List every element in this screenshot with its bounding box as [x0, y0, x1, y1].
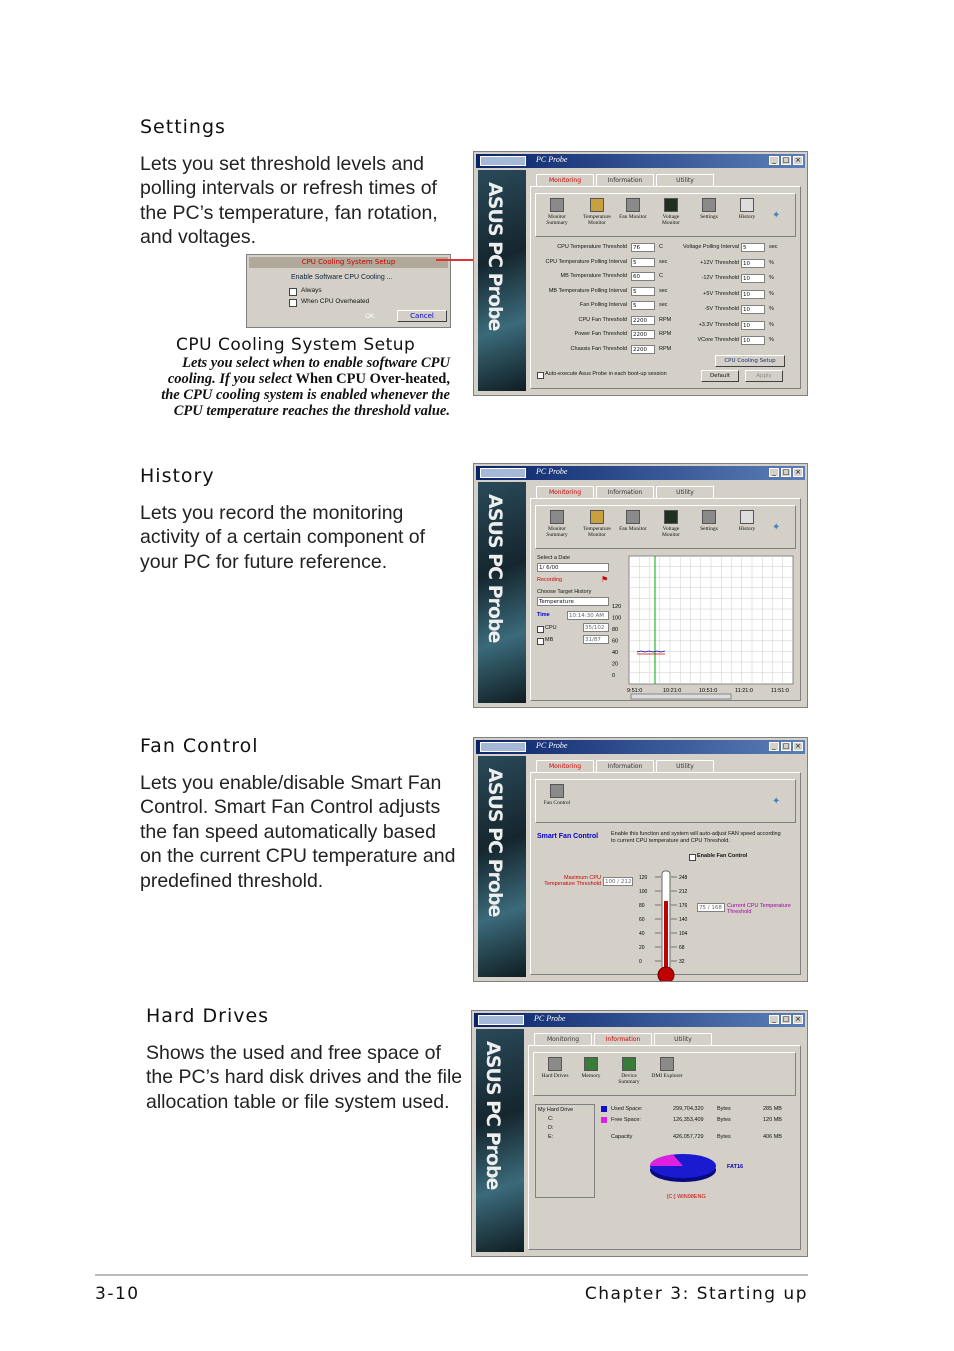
fahrenheit-tick: 68 — [679, 945, 685, 951]
maximize-icon[interactable]: □ — [782, 156, 790, 164]
threshold-label: Chassis Fan Threshold — [570, 345, 627, 352]
voltage-row — [671, 305, 791, 315]
voltage-row — [671, 321, 791, 331]
chart-x-tick: 10:51:0 — [699, 688, 718, 694]
chart-y-tick: 0 — [612, 673, 616, 679]
tab-monitoring[interactable]: Monitoring — [534, 1033, 592, 1045]
hard-drives-heading: Hard Drives — [146, 1005, 270, 1027]
voltage-field[interactable]: 10 — [741, 274, 765, 283]
tab-utility[interactable]: Utility — [656, 486, 714, 498]
voltage-label: -5V Threshold — [704, 306, 739, 312]
record-flag-icon[interactable]: ⚑ — [601, 575, 609, 584]
tab-information[interactable]: Information — [596, 174, 654, 186]
brand-sidebar: ASUS PC Probe — [476, 1029, 524, 1252]
threshold-field[interactable]: 2200 — [631, 316, 655, 325]
cpu-cooling-dialog — [246, 254, 451, 328]
threshold-row — [531, 243, 671, 253]
history-window: PC Probe _ □ × ASUS PC Probe Monitoring Information Utility Monitor Summary Temperature Monitor Fan Monitor Voltage Monitor Settings History ✦ Select a Date 1/ 6/00 Recording ⚑ Choose Target History Temperature Time 10:14:30 AM CPU 35/102 MB 31/87 120 100 80 60 40 20 0 9:51:0 10:21:0 10:51:0 11:21:0 11:51:0 — [473, 463, 808, 708]
capacity-mb: 406 MB — [763, 1134, 782, 1140]
voltage-row — [671, 336, 791, 346]
threshold-label: MB Temperature Threshold — [560, 273, 627, 279]
celsius-tick: 100 — [639, 889, 648, 895]
capacity-label: Capacity — [611, 1134, 633, 1140]
footer-rule — [95, 1274, 808, 1276]
chart-y-tick: 60 — [612, 638, 619, 645]
asus-logo-icon — [480, 156, 526, 166]
select-date-label: Select a Date — [537, 555, 571, 561]
date-select[interactable]: 1/ 6/00 — [537, 563, 609, 572]
voltage-field[interactable]: 10 — [741, 259, 765, 268]
enable-fan-checkbox[interactable] — [689, 854, 696, 861]
voltage-field[interactable]: 10 — [741, 290, 765, 299]
history-icon[interactable]: History — [730, 510, 764, 532]
maximize-icon[interactable]: □ — [782, 742, 790, 750]
voltage-label: +3.3V Threshold — [698, 321, 739, 328]
voltage-unit: % — [769, 275, 774, 281]
hard-drives-window: PC Probe _ □ × ASUS PC Probe Monitoring Information Utility Hard Drives Memory Device Summary DMI Explorer My Hard Drive C: D: E: Used Space: 299,704,320 Bytes 285 MB Free Space: 126,353,409 Bytes 120 MB Capacity 426,057,729 Bytes 406 MB FAT16 [C:] WIN98ENG — [471, 1010, 808, 1257]
tab-monitoring[interactable]: Monitoring — [536, 174, 594, 187]
dialog-title: CPU Cooling System Setup — [249, 257, 448, 268]
threshold-unit: RPM — [659, 331, 672, 337]
title-bar: PC Probe _ □ × — [476, 154, 805, 168]
fan-control-heading: Fan Control — [140, 735, 259, 757]
fahrenheit-tick: 140 — [679, 917, 688, 923]
refresh-icon[interactable]: ✦ — [772, 796, 781, 807]
monitoring-panel — [530, 174, 801, 389]
cpu-cooling-caption: Lets you select when to enable software CPU cooling. If you select When CPU Over-heated, the CPU cooling system is enabled whenever the CPU temperature reaches the threshold value. — [161, 355, 450, 419]
chart-y-tick: 40 — [612, 650, 619, 656]
celsius-tick: 60 — [639, 917, 645, 923]
settings-icon[interactable]: Settings — [692, 510, 726, 532]
voltage-unit: % — [769, 306, 774, 312]
fahrenheit-tick: 176 — [679, 903, 688, 909]
used-swatch — [601, 1106, 607, 1112]
volume-label: [C:] WIN98ENG — [667, 1194, 706, 1200]
history-heading: History — [140, 465, 215, 487]
ok-button[interactable]: OK — [365, 313, 375, 320]
free-bytes: 126,353,409 — [673, 1117, 704, 1123]
voltage-label: +5V Threshold — [703, 290, 739, 297]
threshold-row — [531, 301, 671, 311]
settings-icon[interactable]: Settings — [692, 198, 726, 220]
history-chart — [611, 554, 795, 704]
threshold-field[interactable]: 76 — [631, 243, 655, 252]
free-mb: 120 MB — [763, 1117, 782, 1123]
always-checkbox[interactable] — [289, 288, 297, 296]
fan-monitor-icon[interactable]: Fan Monitor — [616, 510, 650, 532]
voltage-field[interactable]: 5 — [741, 243, 765, 252]
free-unit: Bytes — [717, 1117, 731, 1123]
free-label: Free Space: — [611, 1117, 641, 1123]
cpu-checkbox[interactable] — [537, 626, 544, 633]
thermometer-mercury — [664, 901, 668, 971]
threshold-label: Power Fan Threshold — [574, 331, 627, 337]
threshold-row — [531, 330, 671, 340]
threshold-row — [531, 258, 671, 268]
time-field: 10:14:30 AM — [567, 611, 609, 620]
overheated-label: When CPU Overheated — [301, 298, 370, 305]
fan-control-icon[interactable]: Fan Control — [540, 784, 574, 806]
voltage-row — [671, 259, 791, 269]
mb-checkbox[interactable] — [537, 638, 544, 645]
asus-logo-icon — [480, 742, 526, 752]
threshold-row — [531, 287, 671, 297]
brand-sidebar: ASUS PC Probe — [478, 756, 526, 977]
minimize-icon[interactable]: _ — [769, 742, 779, 751]
chart-x-tick: 10:21:0 — [663, 688, 682, 694]
always-label: Always — [301, 287, 322, 294]
overheated-checkbox[interactable] — [289, 299, 297, 307]
cpu-label: CPU — [545, 625, 557, 631]
chart-scrollbar[interactable] — [631, 694, 731, 699]
close-icon[interactable]: × — [793, 468, 803, 477]
thermometer: 1201008060402002482121761401046832 °C °F — [637, 865, 697, 982]
refresh-icon[interactable]: ✦ — [772, 210, 781, 221]
threshold-label: CPU Temperature Threshold — [557, 244, 627, 250]
asus-logo-icon — [478, 1015, 524, 1025]
maximize-icon[interactable]: □ — [782, 468, 790, 476]
fan-control-window: PC Probe _ □ × ASUS PC Probe Monitoring Information Utility Fan Control ✦ Smart Fan Control Enable this function and system will auto-adjust FAN speed according to current CPU temperature and CPU Threshold. Enable Fan Control Maximum CPU Temperature Threshold 100 / 212 75 / 168 Current CPU Temperature Threshold 120 100 80 60 40 20 0 248 212 176 140 104 68 32 °C °F — [473, 737, 808, 982]
celsius-tick: 0 — [639, 959, 642, 965]
chart-y-tick: 80 — [612, 627, 619, 633]
threshold-label: MB Temperature Polling Interval — [548, 287, 627, 294]
enable-software-cooling-label: Enable Software CPU Cooling ... — [291, 274, 393, 281]
recording-label: Recording — [537, 577, 563, 583]
chart-x-tick: 11:21:0 — [735, 688, 753, 694]
tab-utility[interactable]: Utility — [656, 174, 714, 186]
voltage-field[interactable]: 10 — [741, 305, 765, 314]
refresh-icon[interactable]: ✦ — [772, 522, 781, 533]
tree-drive-e[interactable]: E: — [548, 1134, 554, 1140]
used-unit: Bytes — [717, 1106, 731, 1112]
maximize-icon[interactable]: □ — [782, 1015, 790, 1023]
threshold-unit: RPM — [659, 345, 672, 352]
tab-information[interactable]: Information — [596, 760, 654, 772]
settings-window — [473, 151, 808, 396]
chart-y-tick: 20 — [612, 661, 619, 668]
minimize-icon[interactable]: _ — [769, 1015, 779, 1024]
tab-utility[interactable]: Utility — [656, 760, 714, 772]
autoexec-checkbox[interactable] — [537, 372, 544, 379]
monitor-icon-row — [535, 193, 796, 237]
threshold-label: Fan Polling Interval — [579, 302, 627, 308]
minimize-icon[interactable]: _ — [769, 156, 779, 165]
hard-drives-icon[interactable]: Hard Drives — [538, 1057, 572, 1079]
tab-monitoring[interactable]: Monitoring — [536, 486, 594, 499]
smart-fan-description: Enable this function and system will auto-adjust FAN speed according to current CPU temperature and CPU Threshold. — [611, 831, 781, 844]
chart-y-tick: 100 — [612, 615, 622, 622]
tab-information[interactable]: Information — [594, 1033, 652, 1046]
current-threshold-label: Current CPU Temperature Threshold — [727, 903, 791, 915]
threshold-row — [531, 272, 671, 282]
mb-value: 31/87 — [583, 635, 609, 644]
threshold-unit: RPM — [659, 316, 672, 323]
autoexec-label: Auto-execute Asus Probe in each boot-up session — [545, 371, 667, 377]
celsius-tick: 40 — [639, 931, 645, 937]
celsius-tick: 80 — [639, 903, 645, 909]
tree-drive-c[interactable]: C: — [548, 1116, 554, 1122]
capacity-bytes: 426,057,729 — [673, 1134, 704, 1140]
voltage-unit: % — [769, 321, 774, 328]
default-button[interactable]: Default — [701, 370, 739, 382]
chart-y-tick: 120 — [612, 604, 622, 610]
threshold-unit: sec — [659, 258, 668, 265]
tab-monitoring[interactable]: Monitoring — [536, 760, 594, 773]
fahrenheit-tick: 104 — [679, 931, 688, 937]
voltage-monitor-icon[interactable]: Voltage Monitor — [654, 510, 688, 538]
used-label: Used Space: — [611, 1106, 643, 1112]
smart-fan-label: Smart Fan Control — [537, 833, 599, 840]
temperature-monitor-icon[interactable]: Temperature Monitor — [580, 198, 614, 226]
voltage-label: +12V Threshold — [700, 259, 739, 266]
threshold-label: CPU Fan Threshold — [578, 316, 627, 323]
chapter-title: Chapter 3: Starting up — [584, 1284, 808, 1304]
voltage-field[interactable]: 10 — [741, 321, 765, 330]
monitor-summary-icon[interactable]: Monitor Summary — [540, 510, 574, 538]
voltage-unit: % — [769, 290, 774, 297]
threshold-field[interactable]: 2200 — [631, 330, 655, 339]
settings-heading: Settings — [140, 116, 226, 138]
threshold-field[interactable]: 2200 — [631, 345, 655, 354]
hard-drives-description: Shows the used and free space of the PC’s hard disk drives and the file allocation table or file system used. — [146, 1042, 463, 1113]
brand-sidebar: ASUS PC Probe — [478, 482, 526, 703]
voltage-label: Voltage Polling Interval — [683, 244, 739, 250]
enable-fan-label: Enable Fan Control — [697, 853, 748, 859]
max-threshold-label: Maximum CPU Temperature Threshold — [544, 875, 601, 887]
celsius-tick: 120 — [639, 875, 648, 881]
free-swatch — [601, 1117, 607, 1123]
fan-control-description: Lets you enable/disable Smart Fan Control. Smart Fan Control adjusts the fan speed automatically based on the current CPU temperature and predefined threshold. — [140, 772, 456, 892]
target-history-label: Choose Target History — [537, 589, 592, 595]
minimize-icon[interactable]: _ — [769, 468, 779, 477]
voltage-unit: % — [769, 259, 774, 266]
voltage-row — [671, 274, 791, 284]
cpu-value: 35/102 — [583, 623, 609, 632]
mb-label: MB — [545, 637, 554, 643]
threshold-unit: sec — [659, 287, 668, 294]
threshold-field[interactable]: 5 — [631, 258, 655, 267]
time-label: Time — [537, 612, 550, 618]
tab-information[interactable]: Information — [596, 486, 654, 498]
monitor-summary-icon[interactable]: Monitor Summary — [540, 198, 574, 226]
target-select[interactable]: Temperature — [537, 597, 609, 606]
voltage-label: -12V Threshold — [701, 275, 739, 281]
threshold-field[interactable]: 5 — [631, 287, 655, 296]
tree-root[interactable]: My Hard Drive — [538, 1107, 574, 1113]
cpu-cooling-setup-button[interactable]: CPU Cooling Setup — [715, 355, 785, 367]
voltage-label: VCore Threshold — [697, 337, 739, 343]
threshold-unit: C — [659, 244, 663, 250]
close-icon[interactable]: × — [793, 156, 803, 165]
cancel-button[interactable]: Cancel — [397, 310, 447, 322]
temperature-monitor-icon[interactable]: Temperature Monitor — [580, 510, 614, 538]
voltage-unit: sec — [769, 244, 778, 250]
threshold-unit: C — [659, 273, 663, 279]
voltage-row — [671, 243, 791, 253]
memory-icon[interactable]: Memory — [574, 1057, 608, 1079]
voltage-monitor-icon[interactable]: Voltage Monitor — [654, 198, 688, 226]
fahrenheit-tick: 212 — [679, 889, 688, 895]
apply-button[interactable]: Apply — [745, 370, 783, 382]
close-icon[interactable]: × — [793, 1015, 803, 1024]
tab-utility[interactable]: Utility — [654, 1033, 712, 1045]
tree-drive-d[interactable]: D: — [548, 1125, 554, 1131]
close-icon[interactable]: × — [793, 742, 803, 751]
threshold-row — [531, 316, 671, 326]
fan-monitor-icon[interactable]: Fan Monitor — [616, 198, 650, 220]
settings-description: Lets you set threshold levels and polling intervals or refresh times of the PC’s temperature, fan rotation, and voltages. — [140, 153, 438, 249]
chart-x-tick: 9:51:0 — [627, 688, 643, 694]
device-summary-icon[interactable]: Device Summary — [612, 1057, 646, 1085]
threshold-label: CPU Temperature Polling Interval — [545, 258, 627, 265]
voltage-unit: % — [769, 337, 774, 343]
capacity-unit: Bytes — [717, 1134, 731, 1140]
asus-logo-icon — [480, 468, 526, 478]
current-threshold-field: 75 / 168 — [697, 903, 725, 912]
fahrenheit-tick: 32 — [679, 959, 685, 965]
max-threshold-field[interactable]: 100 / 212 — [605, 879, 632, 885]
filesystem-label: FAT16 — [727, 1164, 744, 1170]
cpu-cooling-heading: CPU Cooling System Setup — [176, 335, 416, 355]
voltage-row — [671, 290, 791, 300]
chart-x-tick: 11:51:0 — [771, 688, 789, 694]
drive-tree[interactable] — [535, 1104, 595, 1198]
threshold-field[interactable]: 60 — [631, 272, 655, 281]
voltage-field[interactable]: 10 — [741, 336, 765, 345]
dmi-explorer-icon[interactable]: DMI Explorer — [650, 1057, 684, 1079]
threshold-row — [531, 345, 671, 355]
used-bytes: 299,704,320 — [673, 1106, 704, 1112]
used-mb: 285 MB — [763, 1106, 782, 1112]
history-description: Lets you record the monitoring activity of a certain component of your PC for future reference. — [140, 502, 426, 573]
disk-pie-chart — [647, 1148, 727, 1188]
brand-sidebar: ASUS PC Probe — [478, 170, 526, 391]
history-icon[interactable]: History — [730, 198, 764, 220]
threshold-field[interactable]: 5 — [631, 301, 655, 310]
celsius-tick: 20 — [639, 945, 645, 951]
fahrenheit-tick: 248 — [679, 875, 688, 881]
page-number: 3-10 — [95, 1284, 140, 1304]
threshold-unit: sec — [659, 302, 668, 308]
